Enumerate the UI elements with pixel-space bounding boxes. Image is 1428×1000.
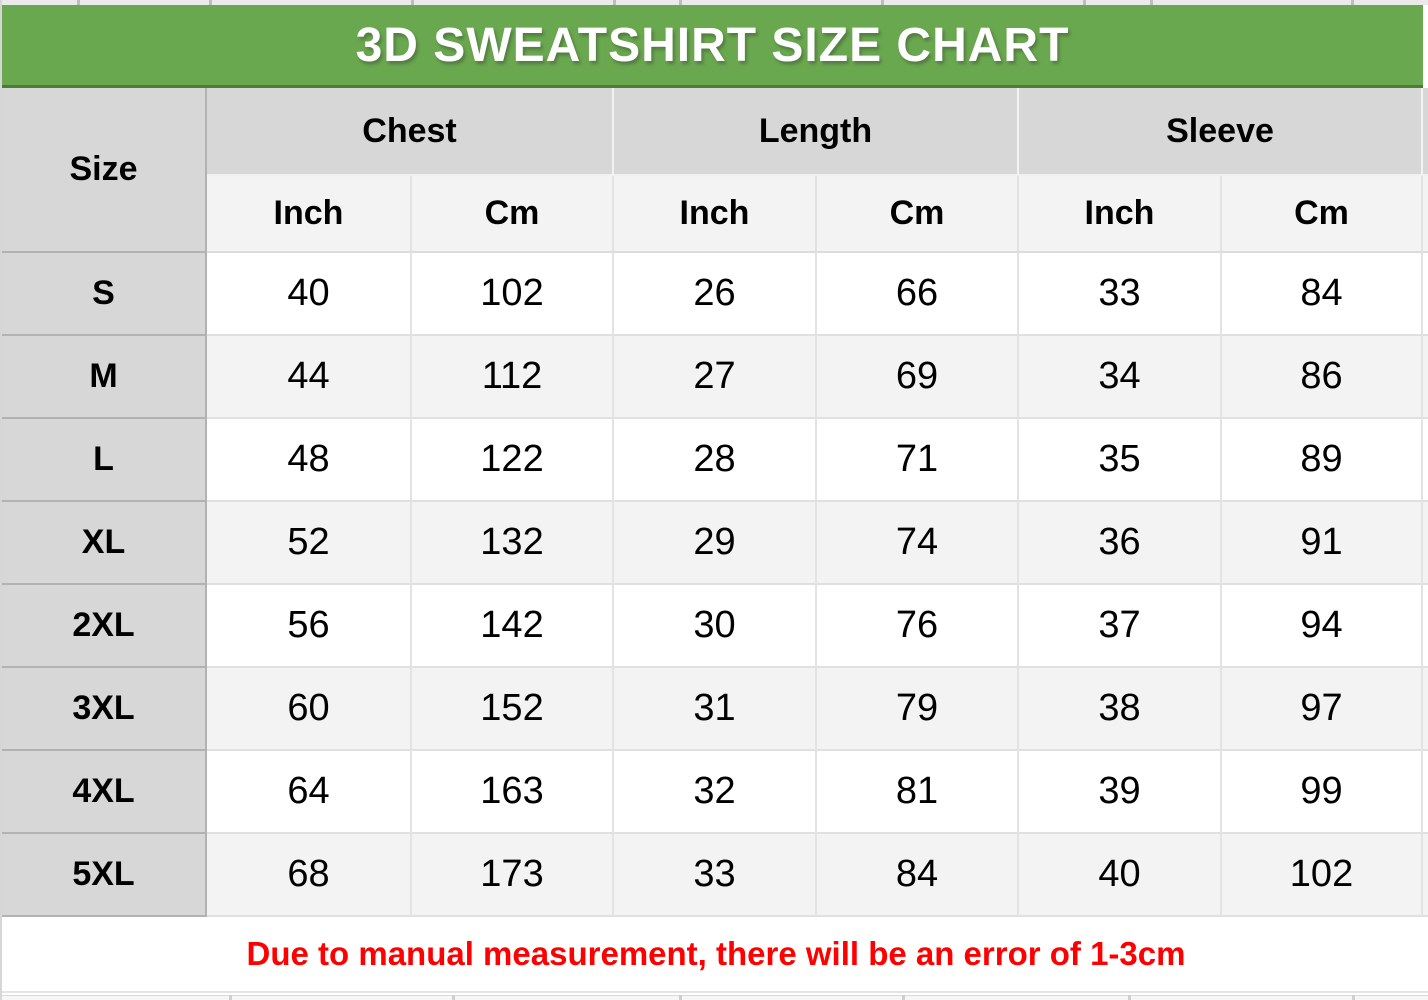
edge-cell [1423, 176, 1428, 253]
measurement-cell: 30 [614, 585, 817, 668]
edge-cell [1423, 834, 1428, 917]
measurement-cell: 76 [817, 585, 1019, 668]
unit-header-length-inch: Inch [614, 176, 817, 253]
partial-row [2, 995, 1428, 1000]
unit-header-sleeve-inch: Inch [1019, 176, 1222, 253]
group-header-length: Length [614, 88, 1019, 176]
measurement-cell: 40 [207, 253, 412, 336]
measurement-cell: 102 [412, 253, 614, 336]
measurement-cell: 142 [412, 585, 614, 668]
measurement-cell: 37 [1019, 585, 1222, 668]
title-row [2, 5, 1428, 88]
size-row-label: L [2, 419, 207, 502]
size-row-label: M [2, 336, 207, 419]
table-row-3xl [2, 668, 1428, 751]
measurement-cell: 84 [817, 834, 1019, 917]
gridline-tick [679, 995, 682, 1000]
measurement-cell: 36 [1019, 502, 1222, 585]
measurement-cell: 71 [817, 419, 1019, 502]
measurement-cell: 152 [412, 668, 614, 751]
measurement-cell: 34 [1019, 336, 1222, 419]
measurement-cell: 27 [614, 336, 817, 419]
measurement-disclaimer: Due to manual measurement, there will be an error of 1-3cm [2, 917, 1428, 993]
measurement-cell: 29 [614, 502, 817, 585]
table-row-l [2, 419, 1428, 502]
table-row-xl [2, 502, 1428, 585]
gridline-tick [411, 0, 414, 5]
measurement-cell: 26 [614, 253, 817, 336]
unit-header-length-cm: Cm [817, 176, 1019, 253]
measurement-cell: 48 [207, 419, 412, 502]
gridline-tick [1352, 995, 1355, 1000]
gridline-tick [613, 0, 616, 5]
measurement-cell: 81 [817, 751, 1019, 834]
measurement-cell: 89 [1222, 419, 1423, 502]
size-row-label: 4XL [2, 751, 207, 834]
edge-cell [1423, 336, 1428, 419]
table-row-m [2, 336, 1428, 419]
gridline-tick [1150, 0, 1153, 5]
size-row-label: 5XL [2, 834, 207, 917]
unit-header-row [2, 176, 1428, 253]
measurement-cell: 56 [207, 585, 412, 668]
measurement-cell: 39 [1019, 751, 1222, 834]
measurement-cell: 122 [412, 419, 614, 502]
measurement-cell: 86 [1222, 336, 1423, 419]
measurement-cell: 84 [1222, 253, 1423, 336]
measurement-cell: 79 [817, 668, 1019, 751]
unit-header-chest-inch: Inch [207, 176, 412, 253]
size-row-label: 3XL [2, 668, 207, 751]
gridline-tick [77, 0, 80, 5]
measurement-cell: 94 [1222, 585, 1423, 668]
edge-cell [1423, 585, 1428, 668]
group-header-sleeve: Sleeve [1019, 88, 1423, 176]
table-row-s [2, 253, 1428, 336]
chart-title: 3D SWEATSHIRT SIZE CHART [2, 5, 1423, 88]
unit-header-sleeve-cm: Cm [1222, 176, 1423, 253]
measurement-cell: 97 [1222, 668, 1423, 751]
table-row-5xl [2, 834, 1428, 917]
measurement-cell: 32 [614, 751, 817, 834]
gridline-tick [1083, 0, 1086, 5]
size-row-label: XL [2, 502, 207, 585]
size-chart-table [2, 5, 1428, 993]
measurement-cell: 38 [1019, 668, 1222, 751]
gridline-tick [209, 0, 212, 5]
edge-cell [1423, 253, 1428, 336]
spreadsheet-edge-top [2, 0, 1428, 5]
measurement-cell: 112 [412, 336, 614, 419]
group-header-chest: Chest [207, 88, 614, 176]
measurement-cell: 35 [1019, 419, 1222, 502]
gridline-tick [1128, 995, 1131, 1000]
unit-header-chest-cm: Cm [412, 176, 614, 253]
size-column-header: Size [2, 88, 207, 253]
table-row-2xl [2, 585, 1428, 668]
size-row-label: S [2, 253, 207, 336]
size-row-label: 2XL [2, 585, 207, 668]
gridline-tick [229, 995, 232, 1000]
measurement-cell: 64 [207, 751, 412, 834]
gridline-tick [881, 0, 884, 5]
gridline-tick [902, 995, 905, 1000]
edge-cell [1423, 419, 1428, 502]
spreadsheet-edge-bottom [2, 993, 1428, 1000]
measurement-cell: 52 [207, 502, 412, 585]
measurement-cell: 60 [207, 668, 412, 751]
edge-cell [1423, 5, 1428, 88]
gridline-tick [1351, 0, 1354, 5]
measurement-cell: 102 [1222, 834, 1423, 917]
note-row [2, 917, 1428, 993]
measurement-cell: 44 [207, 336, 412, 419]
measurement-cell: 33 [1019, 253, 1222, 336]
gridline-tick [679, 0, 682, 5]
measurement-cell: 31 [614, 668, 817, 751]
group-header-row [2, 88, 1428, 176]
measurement-cell: 91 [1222, 502, 1423, 585]
measurement-cell: 40 [1019, 834, 1222, 917]
measurement-cell: 69 [817, 336, 1019, 419]
measurement-cell: 74 [817, 502, 1019, 585]
edge-cell [1423, 751, 1428, 834]
measurement-cell: 33 [614, 834, 817, 917]
measurement-cell: 28 [614, 419, 817, 502]
measurement-cell: 163 [412, 751, 614, 834]
measurement-cell: 99 [1222, 751, 1423, 834]
table-row-4xl [2, 751, 1428, 834]
edge-cell [1423, 668, 1428, 751]
measurement-cell: 68 [207, 834, 412, 917]
measurement-cell: 173 [412, 834, 614, 917]
edge-cell [1423, 502, 1428, 585]
measurement-cell: 66 [817, 253, 1019, 336]
gridline-tick [452, 995, 455, 1000]
edge-cell [1423, 88, 1428, 176]
measurement-cell: 132 [412, 502, 614, 585]
